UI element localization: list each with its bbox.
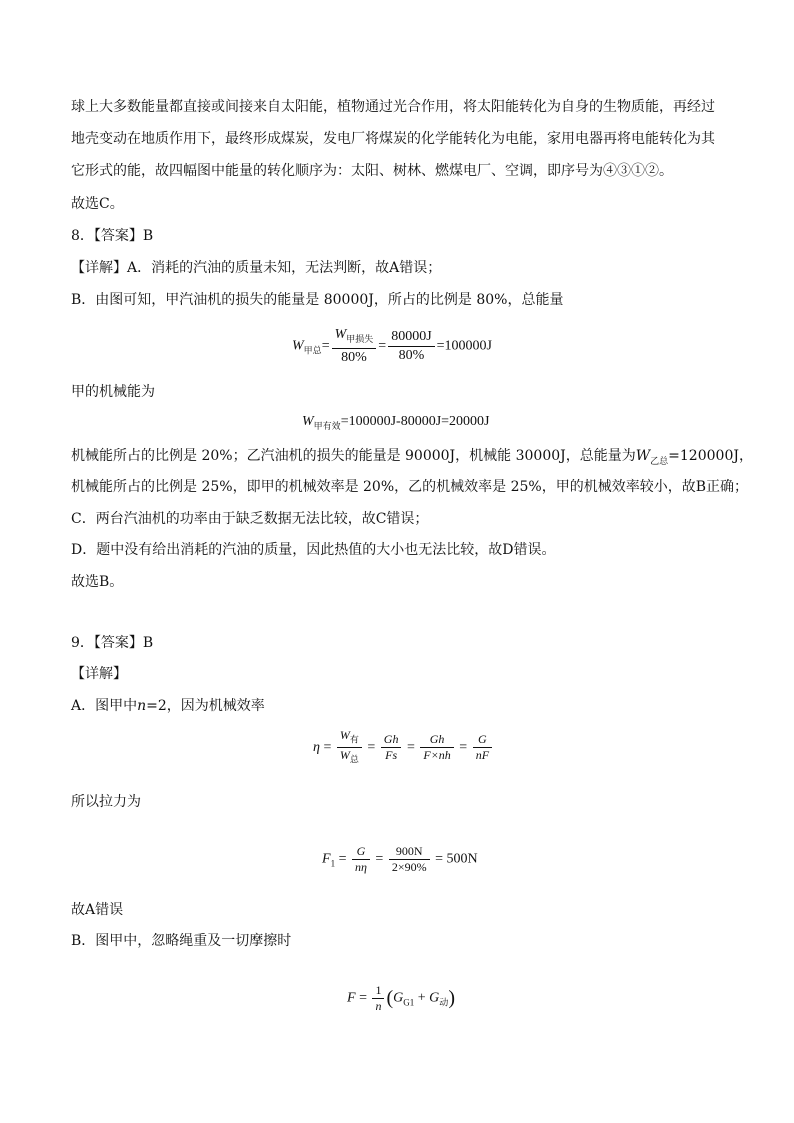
- q9-detail-b: B．图甲中，忽略绳重及一切摩擦时: [71, 933, 292, 949]
- fraction-one-over-n: $\frac{1}{n}$: [372, 983, 384, 1014]
- equation-efficiency: η = $\frac{W_有}{W_总}$ = $\frac{Gh}{Fs}$ = $\frac{Gh}{F\times nh}$ = $\frac{G}{nF}$: [313, 728, 494, 768]
- fraction-g-neta: $\frac{G}{n\eta}$: [352, 844, 370, 875]
- text-line-3: 它形式的能，故四幅图中能量的转化顺序为：太阳、树林、燃煤电厂、空调，即序号为④③①②。: [71, 163, 673, 179]
- q9-detail-label: 【详解】: [71, 666, 127, 682]
- q9-answer-heading: 9．【答案】B: [71, 635, 154, 651]
- answer-choice-c: 故选C。: [71, 196, 124, 212]
- equation-pull-force: $F_1$ = $\frac{G}{n\eta}$ = $\frac{900N}{2\times 90\%}$ = 500N: [322, 844, 478, 874]
- fraction-gh-fnh: $\frac{Gh}{F\times nh}$: [420, 732, 453, 763]
- q8-detail-a: 【详解】A．消耗的汽油的质量未知，无法判断，故A错误；: [71, 260, 442, 276]
- q8-detail-c1: 机械能所占的比例是 20%；乙汽油机的损失的能量是 90000J，机械能 30000J，总能量为$W_{乙总}=120000J$，: [71, 448, 753, 467]
- q8-detail-b: B．由图可知，甲汽油机的损失的能量是 80000J，所占的比例是 80%，总能量: [71, 292, 564, 308]
- fraction-loss-over-ratio: $\frac{W_{甲损失}}{80\%}$: [332, 326, 377, 367]
- text-line-1: 球上大多数能量都直接或间接来自太阳能，植物通过光合作用，将太阳能转化为自身的生物质能，再经过: [71, 99, 715, 115]
- q8-option-c: C．两台汽油机的功率由于缺乏数据无法比较，故C错误；: [71, 511, 429, 527]
- q8-answer-heading: 8．【答案】B: [71, 228, 154, 244]
- equation-force-sum: F = $\frac{1}{n}$ $(G_{G1} + G_动)$: [347, 983, 455, 1013]
- fraction-gh-fs: $\frac{Gh}{Fs}$: [381, 732, 402, 763]
- equation-useful-energy: $W_{甲有效}=100000J-80000J=20000J$: [302, 414, 490, 431]
- q9-pull-force-label: 所以拉力为: [71, 794, 141, 810]
- fraction-values: $\frac{80000J}{80\%}$: [388, 328, 434, 365]
- q9-detail-a: A．图甲中n=2，因为机械效率: [71, 698, 265, 714]
- text-line-2: 地壳变动在地质作用下，最终形成煤炭，发电厂将煤炭的化学能转化为电能，家用电器再将电能转化为其: [71, 131, 715, 147]
- equation-total-energy: $W_{甲总}=$ $\frac{W_{甲损失}}{80\%}$ = $\frac{80000J}{80\%}$ =100000J: [292, 327, 492, 365]
- fraction-values-force: $\frac{900N}{2\times 90\%}$: [389, 844, 430, 875]
- fraction-work: $\frac{W_有}{W_总}$: [337, 728, 362, 768]
- q8-detail-c2: 机械能所占的比例是 25%，即甲的机械效率是 20%，乙的机械效率是 25%，甲的机械效率较小，故B正确；: [71, 479, 748, 495]
- q8-mechanical-energy-label: 甲的机械能为: [71, 384, 155, 400]
- q8-option-d: D．题中没有给出消耗的汽油的质量，因此热值的大小也无法比较，故D错误。: [71, 542, 556, 558]
- q9-conclusion-a: 故A错误: [71, 902, 124, 918]
- fraction-g-nf: $\frac{G}{nF}$: [473, 732, 492, 763]
- answer-choice-b: 故选B。: [71, 574, 124, 590]
